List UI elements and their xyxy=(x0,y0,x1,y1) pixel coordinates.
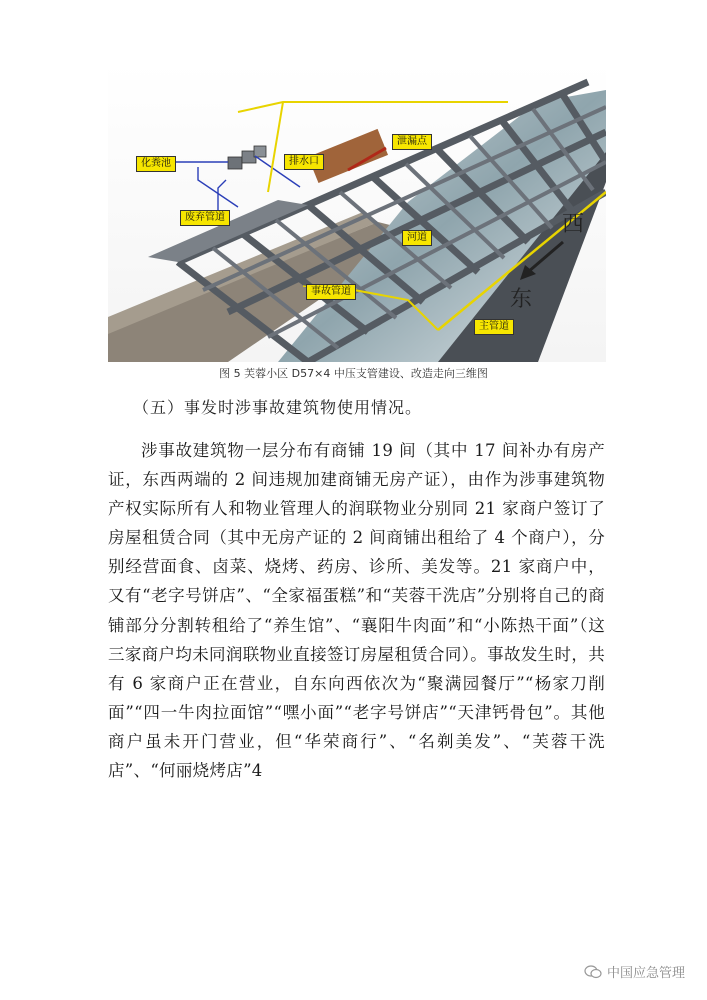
label-leak-point: 泄漏点 xyxy=(392,134,432,150)
label-drain-outlet: 排水口 xyxy=(284,154,324,170)
section-heading: （五）事发时涉事故建筑物使用情况。 xyxy=(133,398,423,417)
label-accident-pipe: 事故管道 xyxy=(306,284,356,300)
figure-caption: 图 5 芙蓉小区 D57×4 中压支管建设、改造走向三维图 xyxy=(219,367,488,380)
body-paragraph: 涉事故建筑物一层分布有商铺 19 间（其中 17 间补办有房产证，东西两端的 2 间违规加建商铺无房产证），由作为涉事建筑物产权实际所有人和物业管理人的润联物业分别同 21 家商户签订了房屋租赁合同（其中无房产证的 2 间商铺出租给了 4 个商户），分别经营面食、卤菜、烧烤、药房、诊所、美发等。21 家商户中，又有“老字号饼店”、“全家福蛋糕”和“芙蓉干洗店”分别将自己的商铺部分分割转租给了“养生馆”、“襄阳牛肉面”和“小陈热干面”（这三家商户均未同润联物业直接签订房屋租赁合同）。事故发生时，共有 6 家商户正在营业，自东向西依次为“聚满园餐厅”“杨家刀削面”“四一牛肉拉面馆”“嘿小面”“老字号饼店”“天津钙骨包”。其他商户虽未开门营业，但“华荣商行”、“名剃美发”、“芙蓉干洗店”、“何丽烧烤店”4 xyxy=(108,441,605,781)
wechat-icon xyxy=(584,965,602,979)
label-river-channel: 河道 xyxy=(402,230,432,246)
watermark xyxy=(584,962,685,981)
pipeline-3d-figure xyxy=(108,62,606,362)
direction-west: 西 xyxy=(562,212,585,237)
watermark-text: 中国应急管理 xyxy=(606,966,685,981)
label-septic-tank: 化粪池 xyxy=(136,156,176,172)
direction-east: 东 xyxy=(510,287,533,312)
label-main-pipe: 主管道 xyxy=(474,319,514,335)
label-abandoned-pipe: 废弃管道 xyxy=(180,210,230,226)
